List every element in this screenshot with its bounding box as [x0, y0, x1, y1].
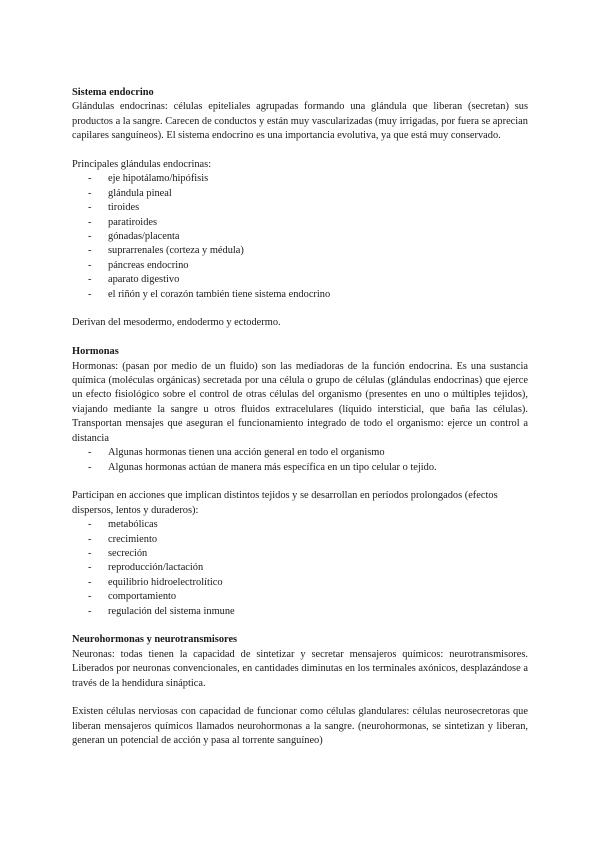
processes-list: [72, 518, 528, 619]
list-item: - glándula pineal: [88, 187, 528, 201]
glands-list-intro: Principales glándulas endocrinas:: [72, 159, 212, 171]
list-item: - equilibrio hidroelectrolítico: [88, 576, 528, 590]
list-item: - el riñón y el corazón también tiene sistema endocrino: [88, 288, 528, 302]
spacer: [72, 331, 528, 345]
hormonas-definition-paragraph: Hormonas: (pasan por medio de un fluido) son las mediadoras de la función endocrina. Es una sustancia química (moléculas orgánicas) secretada por una célula o grupo de células (glándulas endocrinas) que ejerce un efecto fisiológico sobre el control de otras células del organismo (presentes en uno o múltiples tejidos), viajando mediante la sangre u otros fluidos extracelulares (líquido intersticial, que baña las células). Transportan mensajes que aseguran el funcionamiento integrado de todo el organismo: ejerce un control a distancia: [72, 360, 528, 444]
list-item: - paratiroides: [88, 216, 528, 230]
processes-intro-paragraph: Participan en acciones que implican distintos tejidos y se desarrollan en períodos prolongados (efectos dispersos, lentos y duraderos):: [72, 490, 498, 516]
spacer: [72, 302, 528, 316]
spacer: [72, 619, 528, 633]
neurosecretory-paragraph: Existen células nerviosas con capacidad de funcionar como células glandulares: células neurosecretoras que liberan mensajeros químicos llamados neurohormonas a la sangre. (neurohormonas, se sintetizan y liberan, generan un potencial de acción y pasa al torrente sanguíneo): [72, 706, 528, 747]
spacer: [72, 144, 528, 158]
list-item: - metabólicas: [88, 518, 528, 532]
hormone-actions-list: [72, 446, 528, 475]
list-item: - comportamiento: [88, 590, 528, 604]
list-item: - reproducción/lactación: [88, 561, 528, 575]
list-item: - páncreas endocrino: [88, 259, 528, 273]
list-item: - regulación del sistema inmune: [88, 605, 528, 619]
glands-list: [72, 172, 528, 302]
section-title-hormonas: Hormonas: [72, 346, 119, 358]
list-item: - crecimiento: [88, 533, 528, 547]
list-item: - tiroides: [88, 201, 528, 215]
list-item: - aparato digestivo: [88, 273, 528, 287]
endocrino-intro-paragraph: Glándulas endocrinas: células epiteliales agrupadas formando una glándula que liberan (secretan) sus productos a la sangre. Carecen de conductos y están muy vascularizadas (muy irrigadas, por fuera se aprecian capilares sanguíneos). El sistema endocrino es una importancia evolutiva, ya que está muy conservado.: [72, 101, 528, 142]
origin-paragraph: Derivan del mesodermo, endodermo y ectodermo.: [72, 317, 281, 329]
list-item: - eje hipotálamo/hipófisis: [88, 172, 528, 186]
neurons-paragraph: Neuronas: todas tienen la capacidad de sintetizar y secretar mensajeros químicos: neurotransmisores. Liberados por neuronas convencionales, en cantidades diminutas en los terminales axónicos, desplazándose a través de la hendidura sináptica.: [72, 648, 528, 689]
section-title-endocrino: Sistema endocrino: [72, 87, 154, 98]
spacer: [72, 691, 528, 705]
list-item: - secreción: [88, 547, 528, 561]
spacer: [72, 475, 528, 489]
list-item: - Algunas hormonas tienen una acción general en todo el organismo: [88, 446, 528, 460]
list-item: - suprarrenales (corteza y médula): [88, 244, 528, 258]
list-item: - Algunas hormonas actúan de manera más específica en un tipo celular o tejido.: [88, 461, 528, 475]
section-title-neuro: Neurohormonas y neurotransmisores: [72, 634, 238, 646]
list-item: - gónadas/placenta: [88, 230, 528, 244]
